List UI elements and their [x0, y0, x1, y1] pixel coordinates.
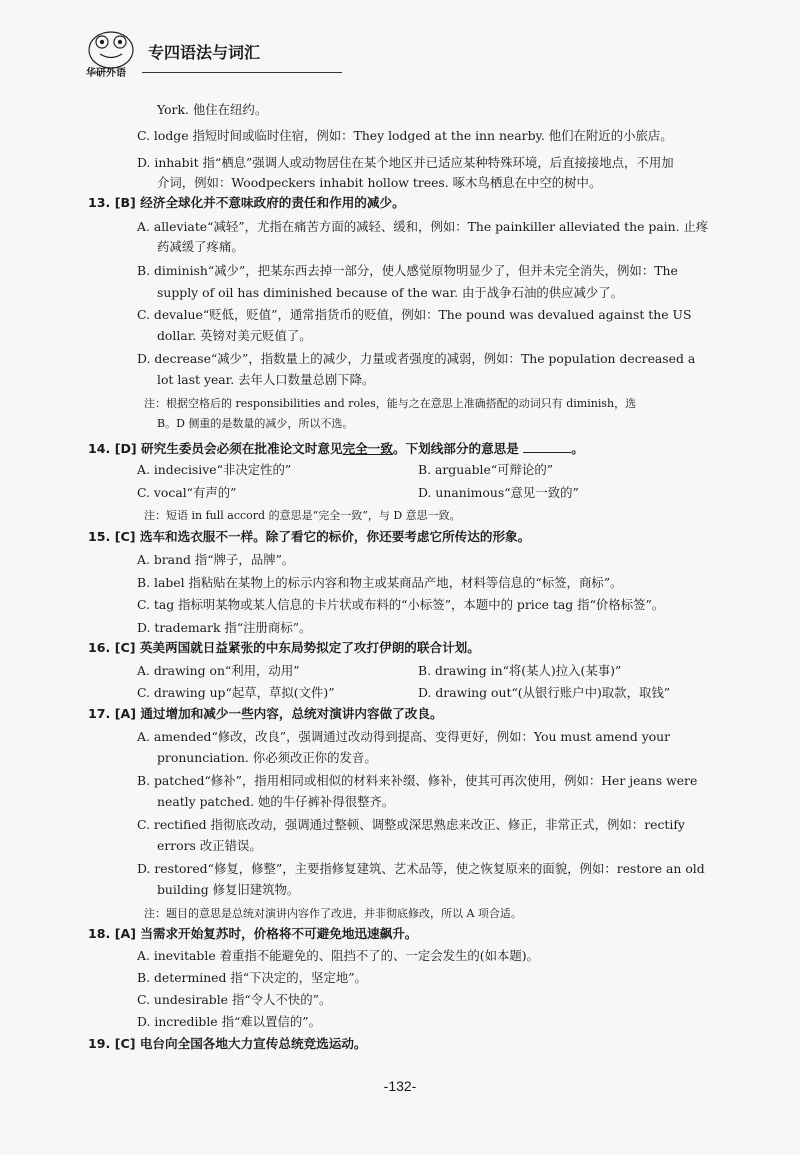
q15-option-a: A. brand 指“牌子，品牌”。	[137, 552, 295, 567]
q13-option-c: C. devalue“贬低，贬值”，通常指货币的贬值，例如：The pound was devalued against the US	[137, 307, 692, 322]
page-number: -132-	[383, 1078, 417, 1094]
q14-text: 。	[571, 441, 584, 456]
text-line: pronunciation. 你必须改正你的发音。	[157, 750, 377, 765]
page-title: 专四语法与词汇	[148, 43, 261, 62]
q16-option-b: B. drawing in“将(某人)拉入(某事)”	[418, 663, 622, 678]
question-13: 13. [B] 经济全球化并不意味政府的责任和作用的减少。	[88, 195, 405, 210]
q18-option-b: B. determined 指“下决定的，坚定地”。	[137, 970, 367, 985]
q15-option-b: B. label 指粘贴在某物上的标示内容和物主或某商品产地，材料等信息的“标签，商标”。	[137, 575, 623, 590]
text-line: lot last year. 去年人口数量总剧下降。	[157, 372, 375, 387]
text-line: 药减缓了疼痛。	[157, 239, 244, 254]
option-c: C. lodge 指短时间或临时住宿，例如：They lodged at the inn nearby. 他们在附近的小旅店。	[137, 128, 673, 143]
q17-option-a: A. amended“修改，改良”，强调通过改动得到提高、变得更好，例如：You must amend your	[137, 729, 671, 744]
text-line: neatly patched. 她的牛仔裤补得很整齐。	[157, 794, 395, 809]
question-17: 17. [A] 通过增加和减少一些内容，总统对演讲内容做了改良。	[88, 706, 443, 721]
q14-text: 14. [D] 研究生委员会必须在批准论文时意见	[88, 441, 343, 456]
q18-option-d: D. incredible 指“难以置信的”。	[137, 1014, 321, 1029]
text-line: 介词，例如：Woodpeckers inhabit hollow trees. 啄木鸟栖息在中空的树中。	[157, 175, 602, 190]
header-divider	[142, 72, 342, 73]
q15-option-c: C. tag 指标明某物或某人信息的卡片状或布料的“小标签”，本题中的 price tag 指“价格标签”。	[137, 597, 665, 612]
question-15: 15. [C] 选车和选衣服不一样。除了看它的标价，你还要考虑它所传达的形象。	[88, 529, 531, 544]
q17-option-b: B. patched“修补”，指用相同或相似的材料来补缀、修补，使其可再次使用，例如：Her jeans were	[137, 773, 698, 788]
text-line: York. 他住在纽约。	[157, 102, 268, 117]
text-line: errors 改正错误。	[157, 838, 262, 853]
q16-option-d: D. drawing out“(从银行账户中)取款，取钱”	[418, 685, 671, 700]
q14-underlined: 完全一致	[342, 441, 393, 456]
q14-option-d: D. unanimous“意见一致的”	[418, 485, 579, 500]
q13-note: 注：根据空格后的 responsibilities and roles，能与之在意思上准确搭配的动词只有 diminish，选	[144, 397, 637, 410]
text-line: building 修复旧建筑物。	[157, 882, 300, 897]
q13-option-a: A. alleviate“减轻”，尤指在痛苦方面的减轻、缓和，例如：The painkiller alleviated the pain. 止疼	[137, 219, 709, 234]
q15-option-d: D. trademark 指“注册商标”。	[137, 620, 312, 635]
option-d: D. inhabit 指“栖息”强调人或动物居住在某个地区并已适应某种特殊环境，后直接接地点，不用加	[137, 155, 674, 170]
logo-text: 华研外语	[86, 68, 126, 79]
q14-option-c: C. vocal“有声的”	[137, 485, 237, 500]
text-line: B。D 侧重的是数量的减少，所以不选。	[157, 417, 354, 430]
question-18: 18. [A] 当需求开始复苏时，价格将不可避免地迅速飙升。	[88, 926, 418, 941]
answer-blank	[523, 440, 571, 453]
q17-option-d: D. restored“修复，修整”，主要指修复建筑、艺术品等，使之恢复原来的面貌，例如：restore an old	[137, 861, 705, 876]
text-line: dollar. 英镑对美元贬值了。	[157, 328, 312, 343]
q16-option-a: A. drawing on“利用，动用”	[137, 663, 300, 678]
q14-note: 注：短语 in full accord 的意思是“完全一致”，与 D 意思一致。	[144, 509, 461, 522]
q18-option-a: A. inevitable 着重指不能避免的、阻挡不了的、一定会发生的(如本题)。	[137, 948, 540, 963]
q17-option-c: C. rectified 指彻底改动，强调通过整顿、调整或深思熟虑来改正、修正，非常正式，例如：rectify	[137, 817, 685, 832]
q13-option-b: B. diminish“减少”，把某东西去掉一部分，使人感觉原物明显少了，但并未完全消失，例如：The	[137, 263, 678, 278]
text-line: supply of oil has diminished because of the war. 由于战争石油的供应减少了。	[157, 285, 624, 300]
question-16: 16. [C] 英美两国就日益紧张的中东局势拟定了攻打伊朗的联合计划。	[88, 640, 480, 655]
q14-option-a: A. indecisive“非决定性的”	[137, 462, 292, 477]
q14-option-b: B. arguable“可辩论的”	[418, 462, 554, 477]
q16-option-c: C. drawing up“起草，草拟(文件)”	[137, 685, 335, 700]
question-14	[88, 440, 584, 457]
q17-note: 注：题目的意思是总统对演讲内容作了改进，并非彻底修改，所以 A 项合适。	[144, 907, 522, 920]
question-19: 19. [C] 电台向全国各地大力宣传总统竞选运动。	[88, 1036, 367, 1051]
q13-option-d: D. decrease“减少”，指数量上的减少，力量或者强度的减弱，例如：The population decreased a	[137, 351, 696, 366]
q14-text: 。下划线部分的意思是	[392, 441, 519, 456]
q18-option-c: C. undesirable 指“令人不快的”。	[137, 992, 332, 1007]
